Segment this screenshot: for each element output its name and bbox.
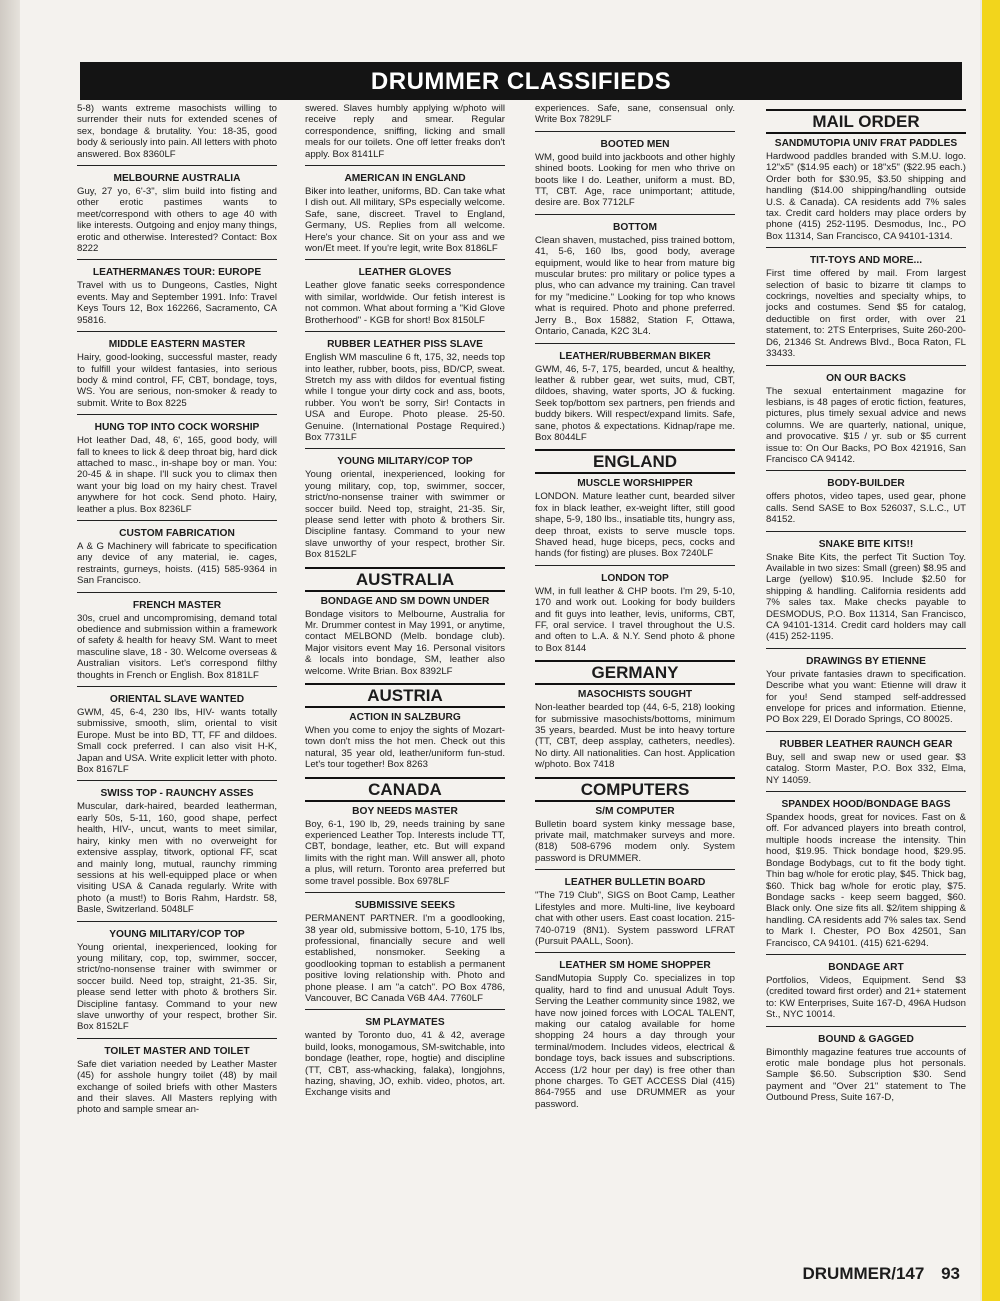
page-number: 93 <box>941 1264 960 1283</box>
ad-divider <box>766 365 966 366</box>
page-footer <box>790 1264 960 1284</box>
ad-divider <box>766 247 966 248</box>
ad-title: SM PLAYMATES <box>365 1017 445 1029</box>
ad-body: 5-8) wants extreme masochists willing to surrender their nuts for extended scenes of sex, bondage & brutality. You: 18-35, good body & seriously into pain. All letters with photo answered. Box 8360LF <box>77 103 277 160</box>
classified-ad <box>305 712 505 771</box>
ad-divider <box>305 1009 505 1010</box>
ad-divider <box>77 1038 277 1039</box>
classified-ad <box>77 1046 277 1116</box>
column-1 <box>77 103 277 1263</box>
ad-body: Safe diet variation needed by Leather Master (45) for asshole hungry toilet (48) by mail exchange of soiled briefs with other Masters and their slaves. All Masters replying with photo and sample smear an- <box>77 1058 277 1116</box>
classified-ad <box>77 267 277 326</box>
ad-title: FRENCH MASTER <box>132 599 222 611</box>
ad-body: Portfolios, Videos, Equipment. Send $3 (credited toward first order) and 21+ statement to: KW Enterprises, Suite 167-D, 496A Hudson St., NYC 10014. <box>766 974 966 1021</box>
ad-body: A & G Machinery will fabricate to specification any device of any material, ie. cages, restraints, gurneys, hoists. (415) 585-9364 in San Francisco. <box>77 540 277 587</box>
ad-title: SUBMISSIVE SEEKS <box>354 900 456 912</box>
ad-body: Hairy, good-looking, successful master, ready to fulfill your wildest fantasies, into serious body & mind control, FF, CBT, bondage, toys, WS. You are serious, non-smoker & ready to submit. Write to Box 8225 <box>77 352 277 409</box>
ad-title: TOILET MASTER AND TOILET <box>104 1045 250 1057</box>
ad-body: Travel with us to Dungeons, Castles, Night events. May and September 1991. Info: Travel Keys Tours 12, Box 162266, Sacramento, CA 95816. <box>77 280 277 326</box>
ad-title: YOUNG MILITARY/COP TOP <box>109 928 245 940</box>
classified-ad <box>305 806 505 887</box>
classified-ad <box>77 422 277 515</box>
classified-ad <box>766 373 966 466</box>
ad-divider <box>535 869 735 870</box>
ad-body: The sexual entertainment magazine for lesbians, is 48 pages of erotic fiction, features, pictures, plus timely sexual advice and news columns. We are quarterly, national, unique, and provocative. $15 / yr. sub or $5 current issue to: On Our Backs, PO Box 421916, San Francisco CA 94142. <box>766 385 966 465</box>
classified-ad <box>766 138 966 242</box>
ad-body: swered. Slaves humbly applying w/photo will receive reply and smear. Regular correspondence, sniffing, licking and small meals for our toilets. One off letter freaks don't apply. Box 8141LF <box>305 103 505 160</box>
classified-ad <box>305 596 505 677</box>
classified-ad <box>766 1034 966 1104</box>
page-title: DRUMMER CLASSIFIEDS <box>80 62 962 100</box>
ad-divider <box>766 470 966 471</box>
section-heading: AUSTRIA <box>305 683 505 708</box>
ad-body: Young oriental, inexperienced, looking for young military, cop, top, swimmer, soccer, strict/no-nonsense trainer with swimmer or soccer build. Need top, straight, 21-35. Sir, please send letter with photo & brothers Sir. Discipline fantasy. Command to your new slave unworthy of your respect, brother Sir. Box 8152LF <box>77 941 277 1033</box>
ad-divider <box>77 686 277 687</box>
classified-ad <box>766 739 966 786</box>
magazine-issue: DRUMMER/147 <box>802 1264 925 1283</box>
ad-body: Your private fantasies drawn to specification. Describe what you want: Etienne will draw it for you! Send stamped self-addressed envelope for prices and information. Etienne, PO Box 229, El Dorado Springs, CO 80025. <box>766 668 966 726</box>
classified-ad <box>535 478 735 559</box>
ad-body: Muscular, dark-haired, bearded leatherman, early 50s, 5-11, 160, good shape, perfect health, HIV-, uncut, wants to meet similar, hairy, kinky men with no overweight for extensive assplay, titwork, optional FF, scat and mainly long, mutual, raunchy rimming sessions at his well-equipped place or when visiting USA & Canada regularly. Write with photo (a must!) to Boris Rahm, Hardstr. 58, Basle, Switzerland. 5048LF <box>77 801 277 916</box>
ad-divider <box>77 165 277 166</box>
ad-body: Bondage visitors to Melbourne, Australia for Mr. Drummer contest in May 1991, or anytime, contact MELBOND (Melb. bondage club). Major visitors event May 16. Personal visitors & locals into bondage, SM, leather also welcome. Write Brian. Box 8392LF <box>305 608 505 677</box>
ad-body: Clean shaven, mustached, piss trained bottom, 41, 5-6, 160 lbs, good body, average equipment, would like to hear from mature big muscular brutes: pro military or police types a plus, who can advance my training. Can travel for my "medicine." Looking for top who knows what is required. Photo and phone preferred. Jerry B., Box 15882, Station F, Ottawa, Ontario, Canada, K2C 3L4. <box>535 234 735 338</box>
ad-body: Buy, sell and swap new or used gear. $3 catalog. Storm Master, P.O. Box 332, Elma, NY 14059. <box>766 751 966 786</box>
ad-divider <box>535 952 735 953</box>
classified-ad <box>535 806 735 865</box>
ad-divider <box>535 214 735 215</box>
classified-ad <box>77 600 277 681</box>
page-edge-strip <box>982 0 1000 1301</box>
classified-ad <box>535 877 735 947</box>
ad-body: SandMutopia Supply Co. specializes in top quality, hard to find and unusual Adult Toys. Serving the Leather community since 1982, we have now joined forces with LOCAL TALENT, making our catalog available for home shopping 24 hours a day through your terminal/modem. Includes videos, electrical & bondage toys, back issues and subscriptions. Access (1/2 hour per day) is free other than phone charges. To GET ACCESS Dial (415) 864-7955 and use DRUMMER as your password. <box>535 973 735 1110</box>
ad-divider <box>535 565 735 566</box>
ad-title: BOY NEEDS MASTER <box>352 805 458 817</box>
ad-body: 30s, cruel and uncompromising, demand total obedience and submission within a framework of safety & health for heavy SM. Want to meet masculine slave, 18 - 30. Welcome overseas & Australian visitors. Let's correspond filthy thoughts in French or English. Box 8181LF <box>77 612 277 681</box>
classified-ad <box>766 799 966 949</box>
ad-title: YOUNG MILITARY/COP TOP <box>337 456 473 468</box>
ad-title: SPANDEX HOOD/BONDAGE BAGS <box>781 799 951 811</box>
classified-ad <box>535 351 735 444</box>
ad-divider <box>535 131 735 132</box>
ad-title: CUSTOM FABRICATION <box>119 527 235 539</box>
ad-body: Non-leather bearded top (44, 6-5, 218) looking for submissive masochists/bottoms, minimum 35 years, bearded. Must be into heavy torture (TT, CBT, deep assplay, catheters, needles). No dirty. All nationalities. Can host. Application w/photo. Box 7418 <box>535 702 735 771</box>
ad-divider <box>77 592 277 593</box>
ad-title: LEATHERMANÆS TOUR: EUROPE <box>92 267 262 279</box>
classified-ad <box>305 173 505 254</box>
classified-ad <box>305 900 505 1004</box>
classified-ad <box>766 255 966 359</box>
ad-divider <box>77 780 277 781</box>
ad-divider <box>766 791 966 792</box>
ad-title: DRAWINGS BY ETIENNE <box>806 655 926 667</box>
classified-ad <box>535 139 735 209</box>
ad-body: Leather glove fanatic seeks correspondence with similar, worldwide. Our fetish interest is not common. What about forming a "Kid Glove Brotherhood" - KGB for short! Box 8150LF <box>305 280 505 326</box>
ad-divider <box>766 954 966 955</box>
ad-body: GWM, 45, 6-4, 230 lbs, HIV- wants totally submissive, smooth, slim, oriental to visit Europe. Must be into BD, TT, FF and dildoes. Small cock preferred. I can also visit H-K, Japan and USA. Write explicit letter with photo. Box 8167LF <box>77 707 277 776</box>
ad-title: BONDAGE AND SM DOWN UNDER <box>320 595 490 607</box>
classified-ad <box>77 103 277 160</box>
ad-title: SNAKE BITE KITS!! <box>818 538 914 550</box>
ad-divider <box>305 259 505 260</box>
ad-divider <box>305 448 505 449</box>
ad-divider <box>77 331 277 332</box>
classified-ad <box>77 929 277 1033</box>
ad-title: ON OUR BACKS <box>826 372 906 384</box>
ad-title: RUBBER LEATHER RAUNCH GEAR <box>779 738 953 750</box>
ad-body: Snake Bite Kits, the perfect Tit Suction Toy. Available in two sizes: Small (green) $8.95 and Large (yellow) $10.95. Include $2.50 for shipping & handling. California residents add 7% sales tax. Make checks payable to DESMODUS, P.O. Box 11314, San Francisco, CA 94101-1314. Credit card holders may call (415) 252-1195. <box>766 551 966 643</box>
column-3 <box>535 103 735 1263</box>
ad-body: Guy, 27 yo, 6'-3", slim build into fisting and other erotic pastimes wants to meet/correspond with others to age 40 with like interests. Outgoing and enjoy many things, erotic and otherwise. Interested? Contact: Box 8222 <box>77 186 277 255</box>
ad-title: LEATHER/RUBBERMAN BIKER <box>559 350 711 362</box>
ad-title: BODY-BUILDER <box>827 478 905 490</box>
section-heading: ENGLAND <box>535 449 735 474</box>
classified-ad <box>305 267 505 326</box>
ad-body: PERMANENT PARTNER. I'm a goodlooking, 38 year old, submissive bottom, 5-10, 175 lbs, professional, financially secure and well established, nonsmoker. Seeking a goodlooking topman to establish a permanent positive loving relationship with. Photo and phone please. I am "a catch". PO Box 4786, Vancouver, BC Canada V6B 4A4. 7760LF <box>305 913 505 1004</box>
ad-title: ORIENTAL SLAVE WANTED <box>109 694 245 706</box>
classified-ad <box>535 573 735 654</box>
ad-divider <box>305 165 505 166</box>
section-heading: MAIL ORDER <box>766 109 966 134</box>
ad-title: LEATHER SM HOME SHOPPER <box>559 960 711 972</box>
classified-ad <box>77 173 277 254</box>
ad-body: Bulletin board system kinky message base, private mail, matchmaker surveys and more. (818) 508-6796 modem only. System password is DRUMMER. <box>535 818 735 864</box>
column-2 <box>305 103 505 1263</box>
classified-ad <box>77 788 277 915</box>
ad-title: LEATHER GLOVES <box>358 267 452 279</box>
ad-title: BOTTOM <box>613 221 657 233</box>
ad-body: Biker into leather, uniforms, BD. Can take what I dish out. All military, SPs especially welcome. Safe, sane, discreet. Travel to England, Germany, US. Replies from all welcome. Here's your chance. Sit on your ass and we won/Et meet. If you're legit, write Box 8186LF <box>305 186 505 255</box>
ad-body: Spandex hoods, great for novices. Fast on & off. For advanced players into breath control, multiple hoods increase the intensity. Thin hood, $19.95. Thick bondage hood, $29.95. Bondage Bodybags, cut to fit the body tight. Thin bag w/hole for erotic play, $45. Thick bag, $60. Thick bag w/hole for erotic play, $75. Bondage sacks - keep seem bagged, $60. Black only. One size fits all. $2/item shipping & handling. CA residents add 7% sales tax. Send to Mark I. Chester, PO Box 42501, San Francisco, CA 94101. (415) 621-6294. <box>766 812 966 949</box>
ad-body: WM, in full leather & CHP boots. I'm 29, 5-10, 170 and work out. Looking for body builders and fit guys into leather, levis, uniforms, CBT, FF, oral service. I travel throughout the U.S. and often to L.A. & N.Y. Send photo & phone to Box 8144 <box>535 585 735 654</box>
ad-body: GWM, 46, 5-7, 175, bearded, uncut & healthy, leather & rubber gear, wet suits, mud, CBT, dildoes, shaving, water sports, JO & fucking. Seek top/bottom sex partners, pen friends and buddy bikers. Will respect/expand limits. Safe, sane, photos & expectations. Kidnap/rape me. Box 8044LF <box>535 363 735 443</box>
ad-divider <box>766 1026 966 1027</box>
classified-ad <box>766 962 966 1021</box>
ad-title: RUBBER LEATHER PISS SLAVE <box>327 339 483 351</box>
ad-title: MIDDLE EASTERN MASTER <box>108 339 246 351</box>
classified-ad <box>305 339 505 443</box>
ad-title: AMERICAN IN ENGLAND <box>344 173 466 185</box>
classified-ad <box>77 694 277 775</box>
ad-body: LONDON. Mature leather cunt, bearded silver fox in black leather, ex-weight lifter, still good shape, 5-9, 180 lbs., insatiable tits, hungry ass, deep throat, exists to serve muscle tops. Shaved head, huge biceps, pecs, cocks and hands (for fisting) are pluses. Box 7240LF <box>535 491 735 560</box>
section-heading: GERMANY <box>535 660 735 685</box>
classified-ad <box>77 339 277 409</box>
ad-title: ACTION IN SALZBURG <box>349 712 461 724</box>
ad-divider <box>77 259 277 260</box>
ad-title: TIT-TOYS AND MORE... <box>809 255 923 267</box>
ad-divider <box>305 892 505 893</box>
ad-body: "The 719 Club", SIGS on Boot Camp, Leather Lifestyles and more. Multi-line, live keyboard chat with other users. East coast location. 215-740-0719 (8N1). System password LFRAT (Pursuit PAALL, Soon). <box>535 890 735 947</box>
classified-ad <box>535 689 735 770</box>
ad-body: wanted by Toronto duo, 41 & 42, average build, looks, monogamous, SM-switchable, into bondage (leather, rope, hogtie) and discipline (TT, CBT, ass-whacking, falaka), longjohns, hazing, shaving, JO, exhib. video, photos, art. Exchange visits and <box>305 1030 505 1099</box>
ad-body: When you come to enjoy the sights of Mozart-town don't miss the hot men. Check out this natural, 35 year old, leather/uniform fun-stud. Let's tour together! Box 8263 <box>305 725 505 771</box>
ad-body: WM, good build into jackboots and other highly shined boots. Looking for men who thrive on boots like I do. Leather, uniform a must. BD, TT, CBT. Age, race unimportant; attitude, desire are. Box 7712LF <box>535 151 735 209</box>
classified-ad <box>535 103 735 126</box>
section-heading: CANADA <box>305 777 505 802</box>
ad-divider <box>766 531 966 532</box>
ad-title: BOUND & GAGGED <box>818 1033 914 1045</box>
classified-ad <box>77 528 277 587</box>
ad-body: Hardwood paddles branded with S.M.U. logo. 12"x5" ($14.95 each) or 18"x5" ($22.95 each.) Order both for $30.95, $3.50 shipping and handling ($14.00 shipping/handling outside U.S. & Canada). CA residents add 7% sales tax. Credit card holders may place orders by phone (415) 252-1195. Desmodus, Inc., PO Box 11314, San Francisco, CA 94101-1314. <box>766 151 966 242</box>
ad-body: First time offered by mail. From largest selection of basic to bizarre tit clamps to cockrings, novelties and specialty whips, to jocks and costumes. Send $5 for catalog, deductible on first order, with over 21 statement, to: 2TS Enterprises, Suite 260-200-D6, 21346 St. Andrews Blvd., Boca Raton, FL 33433. <box>766 268 966 360</box>
ad-divider <box>77 520 277 521</box>
classified-ad <box>305 1017 505 1098</box>
ad-title: BOOTED MEN <box>600 138 670 150</box>
ad-title: SANDMUTOPIA UNIV FRAT PADDLES <box>774 138 958 149</box>
ad-body: Young oriental, inexperienced, looking for young military, cop, top, swimmer, soccer, strict/no-nonsense trainer with swimmer or soccer build. Need top, straight, 21-35. Sir, please send letter with photo & brothers Sir. Discipline fantasy. Command to your new slave unworthy of your respect, brother Sir. Box 8152LF <box>305 469 505 561</box>
classified-ad <box>305 103 505 160</box>
ad-body: offers photos, video tapes, used gear, phone calls. Send SASE to Box 526037, S.L.C., UT 84152. <box>766 491 966 526</box>
ad-title: MELBOURNE AUSTRALIA <box>113 173 241 185</box>
ad-body: Boy, 6-1, 190 lb, 29, needs training by sane experienced Leather Top. Interests include TT, CBT, bondage, leather, etc. But will expand limits with the right man. Will answer all, photo a plus, will return. Toronto area preferred but some travel possible. Box 6978LF <box>305 818 505 887</box>
classified-ad <box>305 456 505 560</box>
ad-divider <box>77 921 277 922</box>
ad-title: SWISS TOP - RAUNCHY ASSES <box>100 788 254 800</box>
ad-title: S/M COMPUTER <box>595 805 675 817</box>
section-heading: AUSTRALIA <box>305 567 505 592</box>
ad-body: experiences. Safe, sane, consensual only. Write Box 7829LF <box>535 103 735 126</box>
ad-body: Bimonthly magazine features true accounts of erotic male bondage plus hot personals. Sample $6.50. Subscription $30. Send payment and "Over 21" statement to The Outbound Press, Suite 167-D, <box>766 1046 966 1104</box>
classified-ad <box>535 222 735 338</box>
classified-ad <box>766 539 966 643</box>
ad-divider <box>766 648 966 649</box>
classified-ad <box>535 960 735 1110</box>
ad-divider <box>77 414 277 415</box>
ad-divider <box>766 731 966 732</box>
section-heading: COMPUTERS <box>535 777 735 802</box>
ad-title: LONDON TOP <box>601 572 669 584</box>
ad-divider <box>305 331 505 332</box>
ad-body: English WM masculine 6 ft, 175, 32, needs top into leather, rubber, boots, piss, BD/CP, sweat. Stretch my ass with dildos for eventual fisting while I tongue your dirty cock and ass, boots, rubber. You won't be sorry, Sir! Contacts in USA and Europe. Photo please. 25-50. Genuine. (International Postage Required.) Box 7731LF <box>305 352 505 443</box>
column-4 <box>766 103 966 1263</box>
ad-title: BONDAGE ART <box>828 961 904 973</box>
ad-title: LEATHER BULLETIN BOARD <box>564 877 706 889</box>
classified-ad <box>766 656 966 726</box>
ad-divider <box>535 343 735 344</box>
classified-ad <box>766 478 966 525</box>
ad-title: MUSCLE WORSHIPPER <box>577 478 693 490</box>
page-binding-shadow <box>0 0 20 1301</box>
ad-title: HUNG TOP INTO COCK WORSHIP <box>94 422 260 434</box>
ad-body: Hot leather Dad, 48, 6', 165, good body, will fall to knees to lick & deep throat big, hard dick attached to masc., in-shape boy or man. You: 20-45 & in shape. I'll suck you to climax then want your big load on my hairy chest. Travel anywhere for hot cock. Send photo. Hairy, leather a plus. Box 8236LF <box>77 435 277 515</box>
ad-title: MASOCHISTS SOUGHT <box>577 689 693 701</box>
